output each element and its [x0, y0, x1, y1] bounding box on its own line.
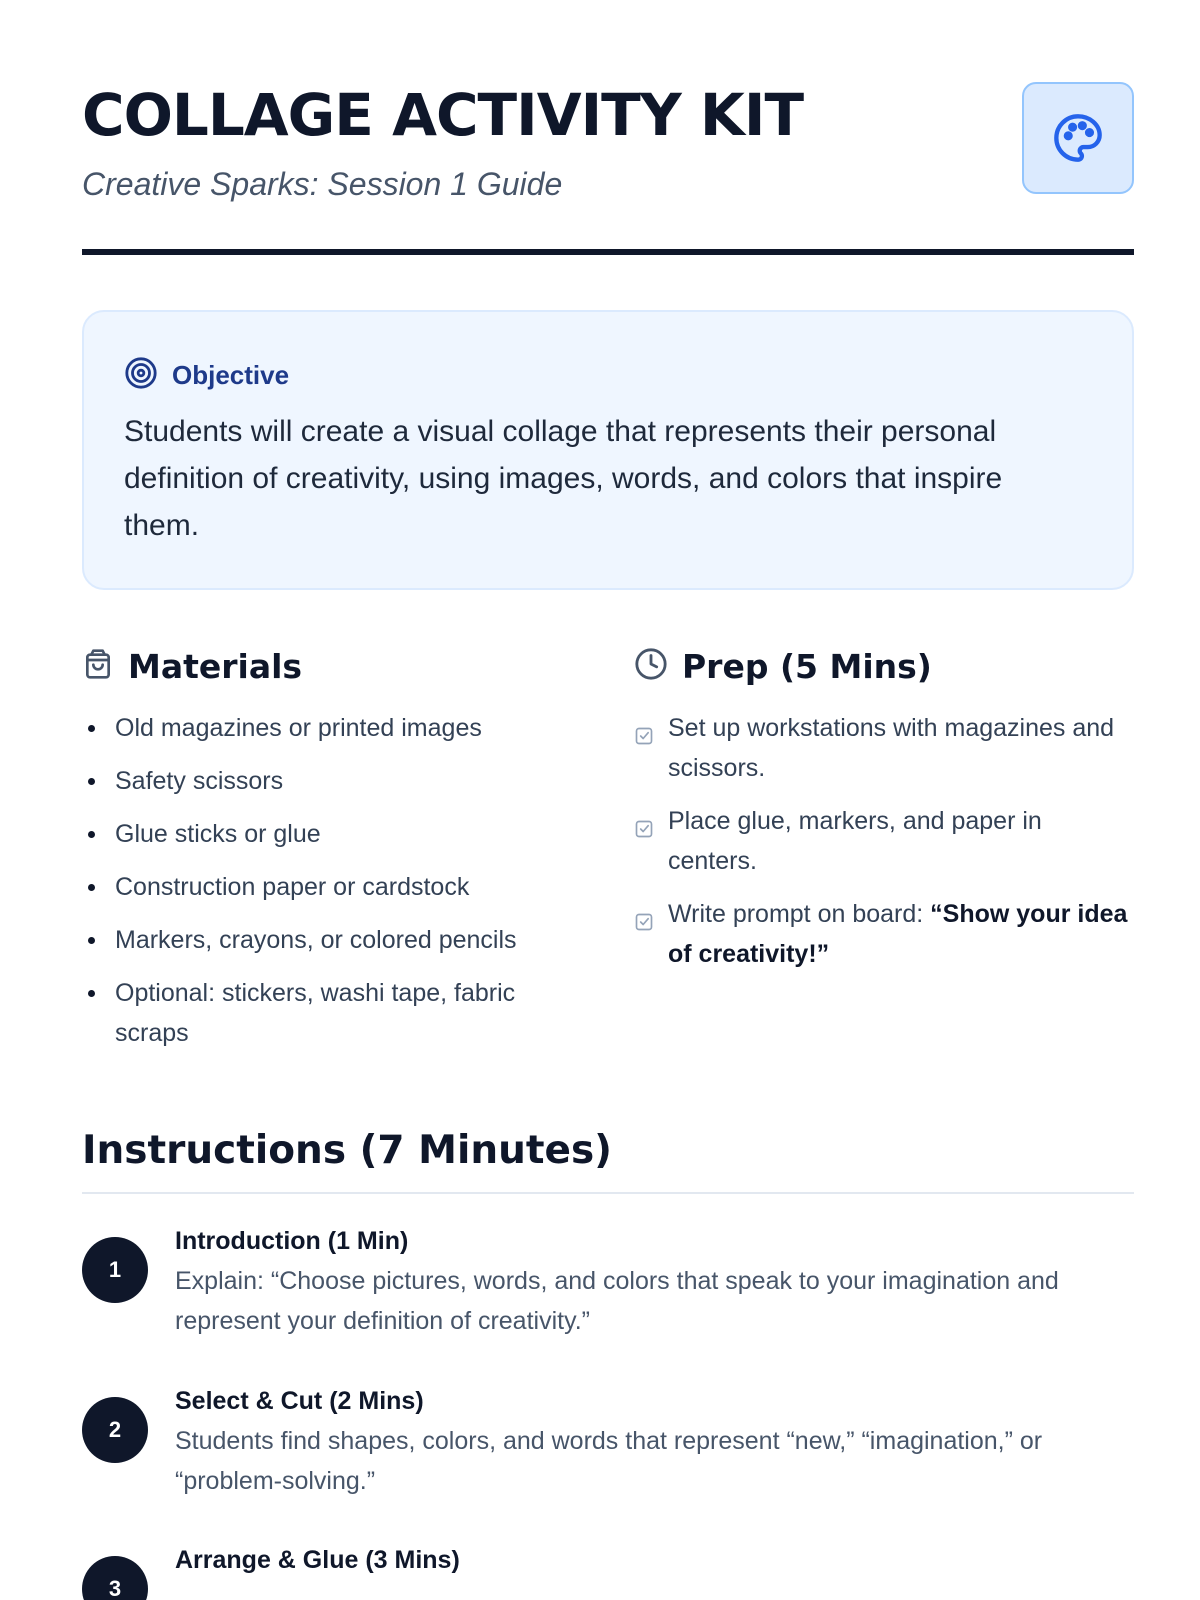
header-divider — [82, 249, 1134, 255]
list-item — [634, 801, 1134, 881]
activity-kit-page — [82, 0, 1134, 1600]
checkbox-icon — [634, 811, 654, 851]
board-prompt: “Show your idea of creativity!” — [668, 900, 1128, 968]
objective-label: Objective — [172, 360, 290, 390]
list-item: Optional: stickers, washi tape, fabric scraps — [82, 973, 582, 1053]
instructions-heading: Instructions (7 Minutes) — [82, 1128, 612, 1173]
list-item: Glue sticks or glue — [82, 814, 582, 854]
list-item: Safety scissors — [82, 761, 582, 801]
step-description: Students find shapes, colors, and words that represent “new,” “imagination,” or “problem-solving.” — [175, 1427, 1043, 1495]
list-item — [634, 708, 1134, 788]
prep-heading-row — [634, 640, 1134, 692]
materials-section — [82, 640, 582, 1066]
list-item — [634, 894, 1134, 974]
list-item: Old magazines or printed images — [82, 708, 582, 748]
materials-heading-row — [82, 640, 582, 692]
checkbox-icon — [634, 904, 654, 944]
page-header — [82, 0, 1134, 256]
palette-icon — [1022, 82, 1134, 194]
prep-item-prefix: Write prompt on board: — [668, 900, 931, 928]
page-subtitle: Creative Sparks: Session 1 Guide — [82, 166, 563, 202]
materials-heading: Materials — [128, 646, 303, 686]
prep-item-text: Place glue, markers, and paper in centers. — [668, 807, 1042, 875]
clock-icon — [634, 647, 668, 686]
page-title: COLLAGE ACTIVITY KIT — [82, 81, 804, 149]
step-title: Arrange & Glue (3 Mins) — [175, 1546, 460, 1574]
list-item: Construction paper or cardstock — [82, 867, 582, 907]
list-item: Markers, crayons, or colored pencils — [82, 920, 582, 960]
target-icon — [124, 356, 158, 395]
objective-card — [82, 310, 1134, 590]
shopping-bag-icon — [82, 648, 114, 685]
step-title: Select & Cut (2 Mins) — [175, 1387, 424, 1415]
step-number-badge: 1 — [82, 1237, 148, 1303]
objective-text: Students will create a visual collage that represents their personal definition of creativity, using images, words, and colors that inspire them. — [124, 415, 1003, 542]
checkbox-icon — [634, 718, 654, 758]
instructions-divider — [82, 1192, 1134, 1194]
step-title: Introduction (1 Min) — [175, 1227, 409, 1255]
prep-list — [634, 708, 1134, 974]
prep-item-text: Set up workstations with magazines and scissors. — [668, 714, 1115, 782]
step-number-badge: 2 — [82, 1397, 148, 1463]
prep-heading: Prep (5 Mins) — [682, 646, 932, 686]
prep-item-text — [668, 894, 1134, 974]
materials-list — [82, 708, 582, 1053]
prep-section — [634, 640, 1134, 987]
objective-label-row — [124, 356, 289, 395]
step-number-badge: 3 — [82, 1556, 148, 1600]
step-description: Explain: “Choose pictures, words, and colors that speak to your imagination and represent your definition of creativity.” — [175, 1267, 1059, 1335]
